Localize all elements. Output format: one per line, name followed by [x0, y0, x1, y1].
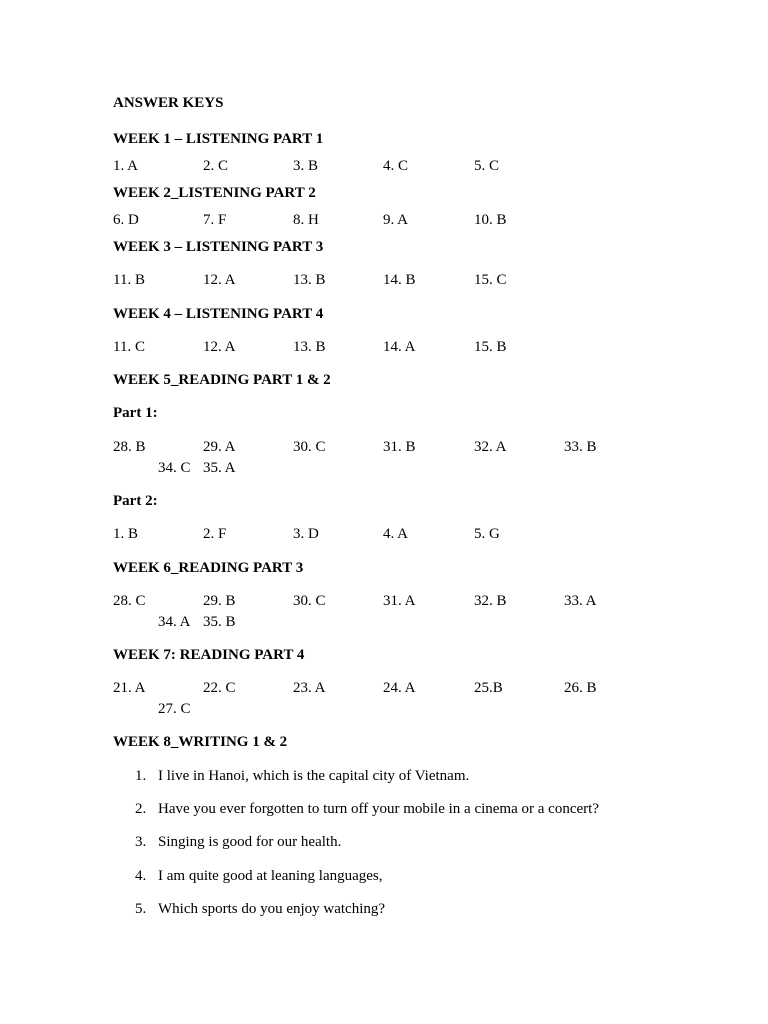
week4-answer: 15. B: [474, 339, 507, 355]
list-item: I am quite good at leaning languages,: [158, 868, 383, 884]
week5-part1-answer: 34. C: [158, 460, 191, 476]
week5-part1-label: Part 1:: [113, 405, 158, 421]
week8-heading: WEEK 8_WRITING 1 & 2: [113, 734, 288, 750]
week6-answer: 29. B: [203, 593, 236, 609]
list-item-number: 5.: [135, 901, 147, 917]
week7-answer: 24. A: [383, 680, 416, 696]
list-item: Which sports do you enjoy watching?: [158, 901, 386, 917]
week4-answer: 12. A: [203, 339, 236, 355]
week5-part1-answer: 32. A: [474, 439, 507, 455]
week5-heading: WEEK 5_READING PART 1 & 2: [113, 372, 331, 388]
week4-answer: 13. B: [293, 339, 326, 355]
week7-answer: 26. B: [564, 680, 597, 696]
week4-answer: 14. A: [383, 339, 416, 355]
list-item-number: 3.: [135, 834, 147, 850]
week5-part2-answer: 1. B: [113, 526, 139, 542]
week1-answer: 4. C: [383, 158, 409, 174]
week5-part1-answer: 35. A: [203, 460, 236, 476]
week6-answer: 30. C: [293, 593, 326, 609]
week7-answer: 22. C: [203, 680, 236, 696]
week5-part2-answer: 2. F: [203, 526, 227, 542]
week3-answer: 13. B: [293, 272, 326, 288]
week7-heading: WEEK 7: READING PART 4: [113, 647, 305, 663]
week5-part1-answer: 29. A: [203, 439, 236, 455]
week5-part1-answer: 28. B: [113, 439, 146, 455]
week1-answer: 5. C: [474, 158, 500, 174]
week5-part1-answer: 31. B: [383, 439, 416, 455]
list-item: Singing is good for our health.: [158, 834, 342, 850]
week6-answer: 33. A: [564, 593, 597, 609]
week6-answer: 28. C: [113, 593, 146, 609]
week6-answer: 35. B: [203, 614, 236, 630]
week6-heading: WEEK 6_READING PART 3: [113, 560, 304, 576]
page-title: ANSWER KEYS: [113, 95, 224, 111]
week6-answer: 34. A: [158, 614, 191, 630]
week2-answer: 7. F: [203, 212, 227, 228]
week5-part2-answer: 5. G: [474, 526, 500, 542]
list-item-number: 4.: [135, 868, 147, 884]
week7-answer: 27. C: [158, 701, 191, 717]
week5-part2-answer: 4. A: [383, 526, 409, 542]
week5-part1-answer: 33. B: [564, 439, 597, 455]
list-item-number: 2.: [135, 801, 147, 817]
week2-answer: 6. D: [113, 212, 139, 228]
week4-answer: 11. C: [113, 339, 145, 355]
week6-answer: 31. A: [383, 593, 416, 609]
week3-answer: 14. B: [383, 272, 416, 288]
week7-answer: 25.B: [474, 680, 503, 696]
list-item-number: 1.: [135, 768, 147, 784]
week4-heading: WEEK 4 – LISTENING PART 4: [113, 306, 324, 322]
week7-answer: 21. A: [113, 680, 146, 696]
week6-answer: 32. B: [474, 593, 507, 609]
week3-answer: 12. A: [203, 272, 236, 288]
week7-answer: 23. A: [293, 680, 326, 696]
week3-heading: WEEK 3 – LISTENING PART 3: [113, 239, 324, 255]
week1-heading: WEEK 1 – LISTENING PART 1: [113, 131, 324, 147]
week2-answer: 8. H: [293, 212, 319, 228]
week1-answer: 2. C: [203, 158, 229, 174]
week5-part2-answer: 3. D: [293, 526, 319, 542]
week2-answer: 9. A: [383, 212, 409, 228]
week5-part1-answer: 30. C: [293, 439, 326, 455]
week1-answer: 3. B: [293, 158, 319, 174]
week2-answer: 10. B: [474, 212, 507, 228]
week3-answer: 15. C: [474, 272, 507, 288]
week3-answer: 11. B: [113, 272, 145, 288]
week2-heading: WEEK 2_LISTENING PART 2: [113, 185, 316, 201]
week1-answer: 1. A: [113, 158, 139, 174]
list-item: Have you ever forgotten to turn off your mobile in a cinema or a concert?: [158, 801, 599, 817]
week5-part2-label: Part 2:: [113, 493, 158, 509]
list-item: I live in Hanoi, which is the capital city of Vietnam.: [158, 768, 470, 784]
